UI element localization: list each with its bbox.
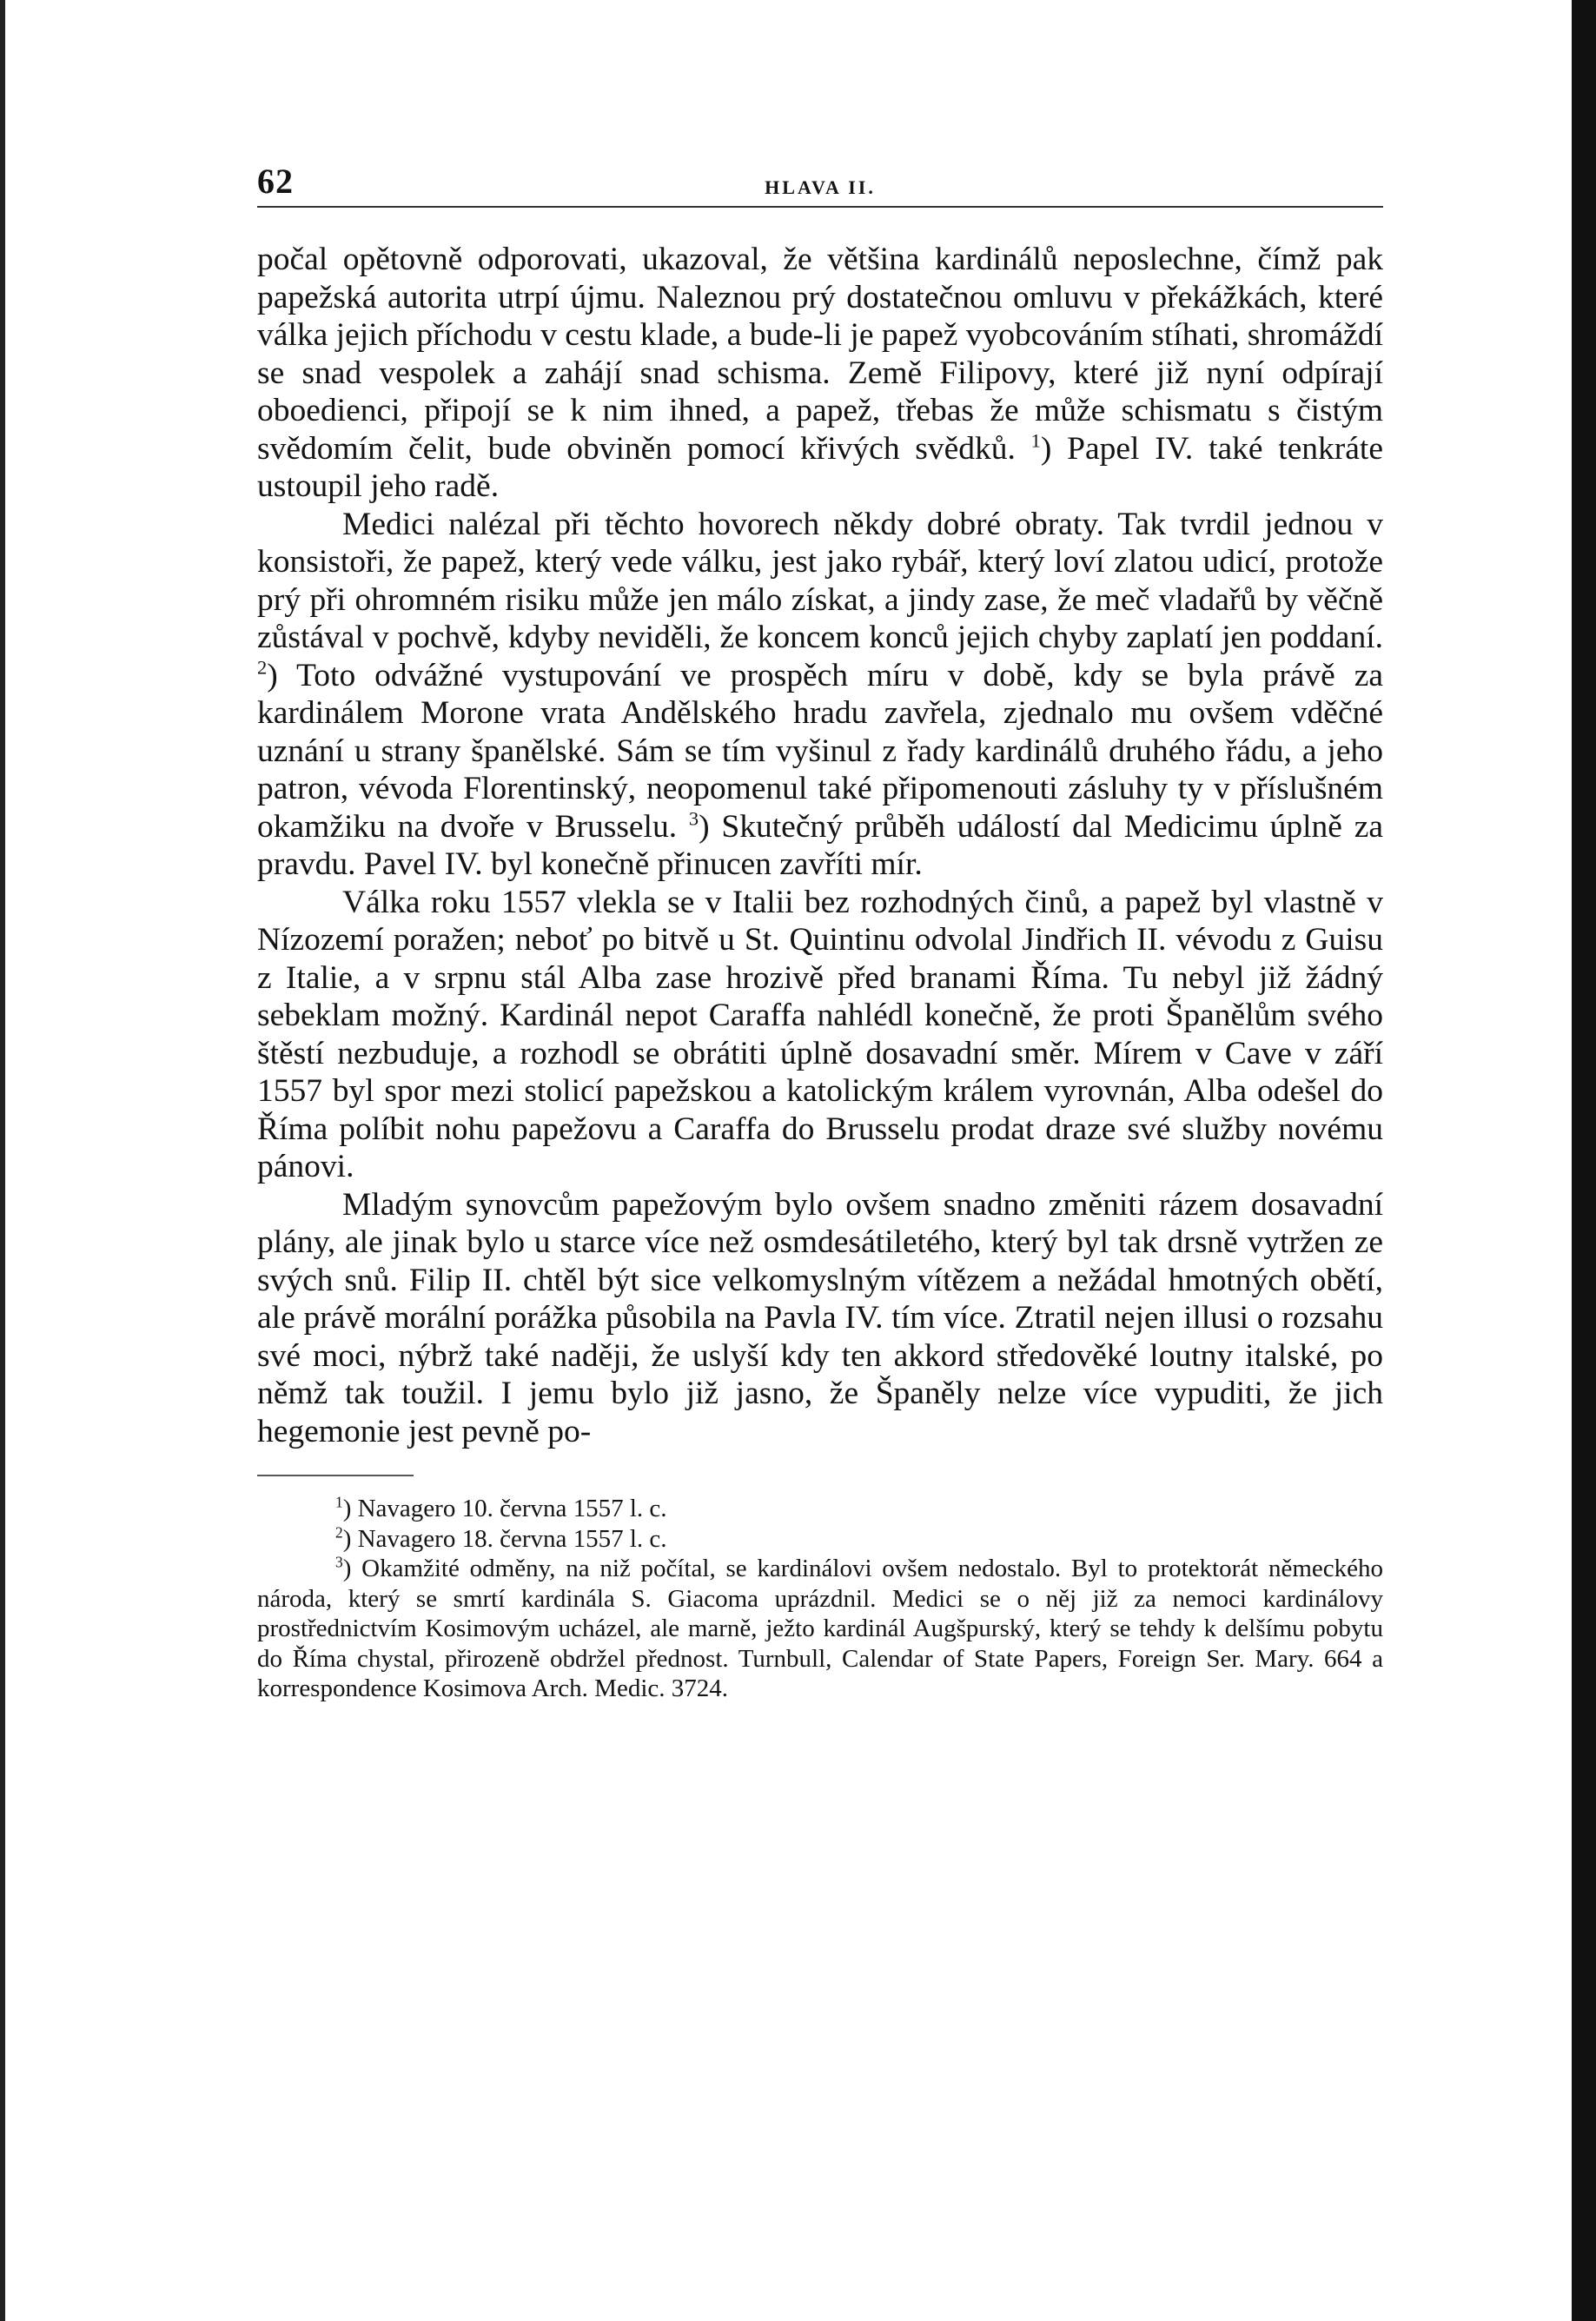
paragraph-2: Medici nalézal při těchto hovorech někdy dobré obraty. Tak tvrdil jednou v konsistoři, že papež, který vede válku, jest jako rybář, který loví zlatou udicí, protože prý při ohromném risiku může jen málo získat, a jindy zase, že meč vladařů by věčně zůstával v pochvě, kdyby neviděli, že koncem konců jejich chyby zaplatí jen poddaní. $^2$) Toto odvážné vystupování ve prospěch míru v době, kdy se byla právě za kardinálem Morone vrata Andělského hradu zavřela, zjednalo mu ovšem vděčné uznání u strany španělské. Sám se tím vyšinul z řady kardinálů druhého řádu, a jeho patron, vévoda Florentinský, neopomenul také připomenouti zásluhy ty v příslušném okamžiku na dvoře v Brusselu. $^3$) Skutečný průběh událostí dal Medicimu úplně za pravdu. Pavel IV. byl konečně přinucen zavříti mír. <box>257 506 1384 882</box>
scan-edge-right <box>1572 0 1596 2321</box>
footnote-rule <box>257 1475 414 1476</box>
footnote-ref-2: 2 <box>257 656 268 678</box>
footnote-2: $^2$) Navagero 18. června 1557 l. c. <box>335 1522 667 1553</box>
running-head: HLAVA II. <box>765 176 876 198</box>
paragraph-4: Mladým synovcům papežovým bylo ovšem snadno změniti rázem dosavadní plány, ale jinak bylo u starce více než osmdesátiletého, který byl tak drsně vytržen ze svých snů. Filip II. chtěl být sice velkomyslným vítězem a nežádal hmotných obětí, ale právě morální porážka působila na Pavla IV. tím více. Ztratil nejen illusi o rozsahu své moci, nýbrž také naději, že uslyší kdy ten akkord středověké loutny italské, po němž tak toužil. I jemu bylo již jasno, že Španěly nelze více vypuditi, že jich hegemonie jest pevně po- <box>257 1186 1383 1449</box>
paragraph-3: Válka roku 1557 vlekla se v Italii bez rozhodných činů, a papež byl vlastně v Nízozemí poražen; neboť po bitvě u St. Quintinu odvolal Jindřich II. vévodu z Guisu z Italie, a v srpnu stál Alba zase hrozivě před branami Říma. Tu nebyl již žádný sebeklam možný. Kardinál nepot Caraffa nahlédl konečně, že proti Španělům svého štěstí nezbuduje, a rozhodl se obrátiti úplně dosavadní směr. Mírem v Cave v září 1557 byl spor mezi stolicí papežskou a katolickým králem vyrovnán, Alba odešel do Říma políbit nohu papežovu a Caraffa do Brusselu prodat draze své služby novému pánovi. <box>257 884 1383 1184</box>
footnotes <box>257 1494 1383 1704</box>
footnote-ref-3: 3 <box>688 807 699 829</box>
footnote-ref-1: 1 <box>1030 429 1041 451</box>
page-header <box>257 161 1383 206</box>
page-number: 62 <box>257 162 294 201</box>
header-rule <box>257 206 1383 208</box>
footnote-1: $^1$) Navagero 10. června 1557 l. c. <box>335 1493 667 1522</box>
scan-edge-left <box>0 0 5 2321</box>
body-text <box>257 241 1383 1450</box>
book-page <box>257 161 1383 1704</box>
footnote-3: $^3$) Okamžité odměny, na niž počítal, se kardinálovi ovšem nedostalo. Byl to protektorát německého národa, který se smrtí kardinála S. Giacoma uprázdnil. Medici se o něj již za nemoci kardinálovy prostřednictvím Kosimovým ucházel, ale marně, ježto kardinál Augšpurský, který se tehdy k delšímu pobytu do Říma chystal, přirozeně obdržel přednost. Turnbull, Calendar of State Papers, Foreign Ser. Mary. 664 a korrespondence Kosimova Arch. Medic. 3724. <box>257 1553 1383 1702</box>
paragraph-1: počal opětovně odporovati, ukazoval, že většina kardinálů neposlechne, čímž pak papežská autorita utrpí újmu. Naleznou prý dostatečnou omluvu v překážkách, které válka jejich příchodu v cestu klade, a bude-li je papež vyobcováním stíhati, shromáždí se snad vespolek a zahájí snad schisma. Země Filipovy, které již nyní odpírají oboedienci, připojí se k nim ihned, a papež, třebas že může schismatu s čistým svědomím čelit, bude obviněn pomocí křivých svědků. $^1$) Papel IV. také tenkráte ustoupil jeho radě. <box>257 242 1383 504</box>
